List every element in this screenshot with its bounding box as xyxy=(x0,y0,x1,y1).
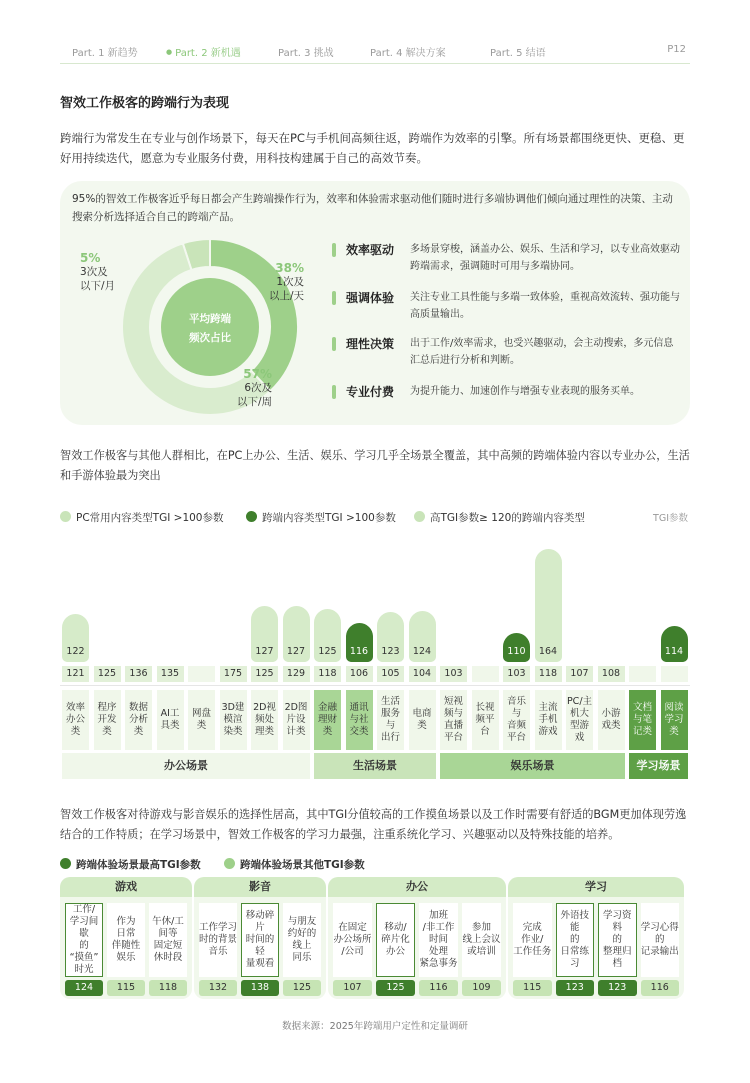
scene-tgi-value: 115 xyxy=(107,980,145,996)
category-line: 染类 xyxy=(223,726,243,737)
pc-tgi-value: 103 xyxy=(503,666,530,682)
tgi-axis-label: TGI参数 xyxy=(653,513,688,524)
cell-line: /公司 xyxy=(341,946,364,957)
category-text xyxy=(285,702,308,738)
category-text xyxy=(444,696,463,744)
pc-tgi-value: 125 xyxy=(94,666,121,682)
category-line: 戏类 xyxy=(601,720,621,731)
legend-text: 跨端内容类型TGI >100参数 xyxy=(262,512,396,524)
cell-line: 的 xyxy=(612,934,622,945)
cell-line: 的 xyxy=(569,934,580,945)
scene-tgi-value: 115 xyxy=(513,980,552,996)
nav-part-4[interactable]: Part. 4 解决方案 xyxy=(370,48,446,59)
cell-line: 休时段 xyxy=(153,952,183,963)
category-line: 计类 xyxy=(286,726,306,737)
category-line: 音频 xyxy=(506,720,526,731)
cross-tgi-value: 127 xyxy=(286,646,306,657)
category-label xyxy=(629,690,656,750)
scene-cell xyxy=(598,903,637,977)
pc-tgi-value: 106 xyxy=(346,666,373,682)
category-line: 游戏 xyxy=(538,726,558,737)
category-line: 阅读 xyxy=(664,702,684,713)
category-line: 频处 xyxy=(254,714,274,725)
pc-tgi-value xyxy=(629,666,656,682)
category-line: 平台 xyxy=(443,732,463,743)
scene-tgi-value: 109 xyxy=(462,980,501,996)
category-label xyxy=(377,690,404,750)
cell-line: 伴随性 xyxy=(111,940,141,951)
category-line: 机大 xyxy=(569,708,589,719)
scene-tgi-value: 138 xyxy=(241,980,279,996)
scene-tgi-value: 123 xyxy=(556,980,595,996)
category-text xyxy=(475,702,494,738)
top-nav xyxy=(60,42,690,64)
donut-label-line: 以下/月 xyxy=(80,280,116,292)
category-text xyxy=(192,708,211,732)
scene-cell xyxy=(107,903,145,977)
scene-group xyxy=(508,877,684,999)
donut-label-line: 以下/周 xyxy=(236,396,272,408)
nav-part-3[interactable]: Part. 3 挑战 xyxy=(278,48,334,59)
scene-tgi-table xyxy=(60,877,692,999)
cell-line: 办公 xyxy=(385,946,405,957)
cell-line: 学习资料 xyxy=(602,910,632,933)
category-label xyxy=(125,690,152,750)
scene-tgi-value: 124 xyxy=(65,980,103,996)
category-line: 数据 xyxy=(128,702,148,713)
category-line: 戏 xyxy=(574,732,585,743)
factor-desc: 出于工作/效率需求，也受兴趣驱动，会主动搜索，多元信息汇总后进行分析和判断。 xyxy=(410,338,674,366)
cell-line: 时间的轻 xyxy=(245,934,275,957)
nav-part-2[interactable]: ● Part. 2 新机遇 xyxy=(166,44,241,59)
factor-payment xyxy=(332,383,682,401)
pc-tgi-value: 108 xyxy=(598,666,625,682)
category-line: 办公 xyxy=(65,714,85,725)
category-text xyxy=(381,696,400,744)
category-line: 开发 xyxy=(97,714,117,725)
scene-label: 办公场景 xyxy=(62,753,310,779)
category-line: 程序 xyxy=(97,702,117,713)
category-label xyxy=(535,690,562,750)
category-line: 效率 xyxy=(65,702,85,713)
donut-label-line: 6次及 xyxy=(244,382,272,394)
category-line: AI工 xyxy=(160,708,180,719)
scene-cell xyxy=(333,903,372,977)
category-line: PC/主 xyxy=(566,696,593,707)
pc-tgi-value: 105 xyxy=(377,666,404,682)
legend-dot-mid xyxy=(224,858,235,869)
cell-line: 工作/ xyxy=(72,904,96,915)
cross-tgi-bar xyxy=(535,549,562,662)
cell-line: 作业/ xyxy=(521,934,544,945)
category-label xyxy=(157,690,184,750)
category-line: 长视 xyxy=(475,702,495,713)
cell-line: 在固定 xyxy=(338,922,367,933)
pc-tgi-value: 175 xyxy=(220,666,247,682)
cell-line: 约好的 xyxy=(287,928,317,939)
cross-tgi-value: 125 xyxy=(318,646,337,657)
category-line: 类 xyxy=(102,726,112,737)
cell-line: 时间 xyxy=(428,934,448,945)
donut-label-line: 3次及 xyxy=(80,266,108,278)
cell-line: 与朋友 xyxy=(287,916,317,927)
scene-cell xyxy=(419,903,458,977)
category-line: 片设 xyxy=(286,714,306,725)
category-line: 类 xyxy=(70,726,81,737)
category-line: 小游 xyxy=(601,708,621,719)
cell-line: 午休/工 xyxy=(152,916,184,927)
cell-line: “摸鱼” xyxy=(69,952,99,963)
category-line: 类 xyxy=(196,720,207,731)
donut-label-daily xyxy=(262,261,304,303)
category-line: 分析 xyxy=(128,714,148,725)
cell-line: 紧急事务 xyxy=(419,958,458,969)
category-line: 平台 xyxy=(506,732,526,743)
category-text xyxy=(567,696,592,744)
donut-label-monthly xyxy=(80,251,115,293)
category-line: 电商 xyxy=(412,708,432,719)
nav-part-1[interactable]: Part. 1 新趋势 xyxy=(72,48,138,59)
group-title: 学习 xyxy=(508,877,684,897)
category-line: 类 xyxy=(133,726,144,737)
cell-line: 时光 xyxy=(74,964,94,975)
pc-tgi-value: 118 xyxy=(314,666,341,682)
cell-line: 音乐 xyxy=(208,946,228,957)
cell-line: 参加 xyxy=(471,922,491,933)
factor-rational xyxy=(332,335,682,371)
category-line: 类 xyxy=(417,720,427,731)
scene-cell xyxy=(556,903,595,977)
category-line: 记类 xyxy=(632,726,652,737)
scene-tgi-value: 107 xyxy=(333,980,372,996)
cell-line: 外语技能 xyxy=(560,910,589,933)
category-line: 交类 xyxy=(349,726,369,737)
category-label xyxy=(62,690,89,750)
category-line: 频平 xyxy=(475,714,495,725)
category-line: 金融 xyxy=(317,702,337,713)
category-label xyxy=(346,690,373,750)
legend-text: 跨端体验场景最高TGI参数 xyxy=(76,859,201,871)
cell-line: 线上 xyxy=(292,940,312,951)
category-label xyxy=(283,690,310,750)
pc-tgi-value xyxy=(188,666,215,682)
legend-other-tgi xyxy=(224,857,365,872)
donut-pct: 5% xyxy=(80,251,101,265)
cross-tgi-value: 127 xyxy=(255,646,274,657)
factor-efficiency xyxy=(332,241,682,277)
cell-line: 记录输出 xyxy=(640,946,679,957)
factor-desc: 关注专业工具性能与多端一致体验，重视高效流转、强功能与高质量输出。 xyxy=(410,292,680,320)
cell-line: 日常练习 xyxy=(560,946,589,969)
factor-marker xyxy=(332,291,336,305)
page-number: P12 xyxy=(667,44,686,55)
category-label xyxy=(566,690,593,750)
category-line: 2D视 xyxy=(253,702,276,713)
cell-line: 同乐 xyxy=(292,952,312,963)
category-line: 直播 xyxy=(443,720,463,731)
cell-line: 的 xyxy=(79,940,89,951)
category-line: 类 xyxy=(322,726,333,737)
legend-text: 高TGI参数≥ 120的跨端内容类型 xyxy=(430,512,585,524)
donut-pct: 57% xyxy=(243,367,272,381)
cell-line: 加班 xyxy=(428,910,448,921)
chart-baseline xyxy=(60,685,690,686)
category-line: 与 xyxy=(385,720,396,731)
behavior-summary: 95%的智效工作极客近乎每日都会产生跨端操作行为，效率和体验需求驱动他们随时进行多端协调他们倾向通过理性的决策、主动搜索分析选择适合自己的跨端产品。 xyxy=(72,193,673,223)
factor-name: 理性决策 xyxy=(346,337,395,351)
category-text xyxy=(97,702,116,738)
category-text xyxy=(129,702,148,738)
category-line: 生活 xyxy=(380,696,400,707)
factor-desc: 为提升能力、加速创作与增强专业表现的服务买单。 xyxy=(410,386,640,397)
page-title: 智效工作极客的跨端行为表现 xyxy=(60,96,230,111)
donut-center-label-1: 平均跨端 xyxy=(189,313,231,325)
factor-experience xyxy=(332,289,682,325)
category-line: 音乐 xyxy=(506,696,526,707)
scene-label: 学习场景 xyxy=(629,753,688,779)
group-title: 影音 xyxy=(194,877,326,897)
category-line: 台 xyxy=(480,726,490,737)
category-line: 与社 xyxy=(349,714,369,725)
category-line: 类 xyxy=(669,726,679,737)
category-line: 与 xyxy=(511,708,522,719)
cell-line: 的 xyxy=(654,934,665,945)
cell-line: 整理归档 xyxy=(602,946,632,969)
category-label xyxy=(314,690,341,750)
pc-tgi-value: 121 xyxy=(62,666,89,682)
category-text xyxy=(633,702,652,738)
scene-tgi-value: 116 xyxy=(419,980,458,996)
category-line: 手机 xyxy=(538,714,558,725)
category-text xyxy=(160,708,179,732)
intro-text: 跨端行为常发生在专业与创作场景下，每天在PC与手机间高频往返，跨端作为效率的引擎。所有场景都围绕更快、更稳、更好用持续迭代，愿意为专业服务付费，用科技构建属于自己的高效节奏。 xyxy=(60,131,685,165)
legend-text: PC常用内容类型TGI >100参数 xyxy=(76,512,224,524)
scene-label: 生活场景 xyxy=(314,753,436,779)
factor-desc: 多场景穿梭，涵盖办公、娱乐、生活和学习，以专业高效驱动跨端需求，强调随时可用与多端协同。 xyxy=(410,244,680,272)
factor-name: 强调体验 xyxy=(346,291,395,305)
scene-cell xyxy=(513,903,552,977)
cross-tgi-value: 122 xyxy=(66,646,85,657)
category-line: 与笔 xyxy=(632,714,652,725)
cell-line: 办公场所 xyxy=(333,934,372,945)
cross-tgi-value: 116 xyxy=(349,646,369,657)
category-line: 短视 xyxy=(443,696,463,707)
donut-label-weekly xyxy=(226,367,272,409)
scene-tgi-value: 116 xyxy=(641,980,680,996)
cell-line: /非工作 xyxy=(422,922,455,933)
scene-cell xyxy=(241,903,279,977)
category-label xyxy=(188,690,215,750)
category-line: 具类 xyxy=(160,720,180,731)
pc-tgi-value: 103 xyxy=(440,666,467,682)
scene-tgi-value: 118 xyxy=(149,980,187,996)
cross-tgi-value: 114 xyxy=(664,646,684,657)
cell-line: 或培训 xyxy=(467,946,496,957)
tgi-bar-chart xyxy=(60,520,690,788)
cell-line: 固定短 xyxy=(153,940,183,951)
category-text xyxy=(222,702,245,738)
scene-tgi-value: 125 xyxy=(376,980,415,996)
scene-cell xyxy=(199,903,237,977)
legend-text: 跨端体验场景其他TGI参数 xyxy=(240,859,365,871)
cell-line: 处理 xyxy=(428,946,448,957)
scene-cell xyxy=(376,903,415,977)
scene-group xyxy=(60,877,192,999)
scene-cell xyxy=(149,903,187,977)
category-line: 通讯 xyxy=(349,702,369,713)
category-line: 型游 xyxy=(569,720,589,731)
cell-line: 学习心得 xyxy=(640,922,679,933)
cell-line: 时的背景 xyxy=(199,934,238,945)
scene-group xyxy=(194,877,326,999)
pc-tgi-value: 129 xyxy=(283,666,310,682)
cross-tgi-value: 110 xyxy=(507,646,526,657)
category-label xyxy=(220,690,247,750)
scene-tgi-value: 125 xyxy=(283,980,321,996)
scene-group xyxy=(328,877,506,999)
category-text xyxy=(412,708,431,732)
pc-tgi-value: 118 xyxy=(535,666,562,682)
category-label xyxy=(251,690,278,750)
donut-label-line: 以上/天 xyxy=(268,290,304,302)
cross-tgi-value: 123 xyxy=(381,646,400,657)
category-line: 频与 xyxy=(443,708,463,719)
section2-text: 智效工作极客与其他人群相比，在PC上办公、生活、娱乐、学习几乎全场景全覆盖，其中高频的跨端体验内容以专业办公，生活和手游体验最为突出 xyxy=(60,449,690,482)
category-label xyxy=(661,690,688,750)
cross-tgi-value: 124 xyxy=(412,646,432,657)
category-line: 模渲 xyxy=(223,714,243,725)
cell-line: 日常 xyxy=(116,928,136,939)
category-line: 理类 xyxy=(254,726,274,737)
donut-center-label-2: 频次占比 xyxy=(189,332,231,344)
pc-tgi-value: 104 xyxy=(409,666,436,682)
factor-marker xyxy=(332,385,336,399)
donut-center xyxy=(161,278,259,376)
cell-line: 间等 xyxy=(158,928,178,939)
cell-line: 工作学习 xyxy=(199,922,238,933)
category-line: 3D建 xyxy=(221,702,245,713)
data-source: 数据来源：2025年跨端用户定性和定量调研 xyxy=(282,1021,468,1032)
category-line: 文档 xyxy=(632,702,652,713)
cell-line: 作为 xyxy=(116,916,136,927)
category-text xyxy=(538,702,557,738)
pc-tgi-value xyxy=(472,666,499,682)
cell-line: 移动/ xyxy=(384,922,407,933)
scene-cell xyxy=(65,903,103,977)
category-text xyxy=(349,702,368,738)
category-line: 服务 xyxy=(380,708,400,719)
scene-label: 娱乐场景 xyxy=(440,753,625,779)
scene-cell xyxy=(283,903,321,977)
category-text xyxy=(601,708,620,732)
category-line: 主流 xyxy=(538,702,558,713)
cross-tgi-value: 164 xyxy=(538,646,558,657)
group-title: 办公 xyxy=(328,877,506,897)
scene-cell xyxy=(641,903,680,977)
category-text xyxy=(66,702,85,738)
cell-line: 线上会议 xyxy=(462,934,501,945)
factor-marker xyxy=(332,243,336,257)
pc-tgi-value: 136 xyxy=(125,666,152,682)
group-title: 游戏 xyxy=(60,877,192,897)
legend-dot-dark xyxy=(60,858,71,869)
category-text xyxy=(253,702,276,738)
nav-part-5[interactable]: Part. 5 结语 xyxy=(490,48,546,59)
category-label xyxy=(409,690,436,750)
factor-marker xyxy=(332,337,336,351)
category-text xyxy=(664,702,683,738)
cell-line: 工作任务 xyxy=(513,946,552,957)
category-text xyxy=(507,696,526,744)
pc-tgi-value: 107 xyxy=(566,666,593,682)
cell-line: 量观看 xyxy=(245,958,275,969)
category-label xyxy=(94,690,121,750)
category-line: 网盘 xyxy=(191,708,211,719)
pc-tgi-value xyxy=(661,666,688,682)
category-line: 理财 xyxy=(317,714,337,725)
cell-line: 娱乐 xyxy=(116,952,136,963)
category-text xyxy=(318,702,337,738)
scene-cell xyxy=(462,903,501,977)
pc-tgi-value: 135 xyxy=(157,666,184,682)
category-line: 2D图 xyxy=(284,702,308,713)
cell-line: 完成 xyxy=(522,922,542,933)
section3-text: 智效工作极客对待游戏与影音娱乐的选择性居高，其中TGI分值较高的工作摸鱼场景以及工作时需要有舒适的BGM更加体现劳逸结合的工作特质；在学习场景中，智效工作极客的学习力最强，注重系统化学习、兴趣驱动以及特殊技能的培养。 xyxy=(60,808,687,841)
scene-tgi-value: 123 xyxy=(598,980,637,996)
category-line: 出行 xyxy=(380,732,400,743)
category-label xyxy=(440,690,467,750)
cell-line: 学习间歇 xyxy=(69,916,99,939)
scene-tgi-value: 132 xyxy=(199,980,237,996)
cell-line: 移动碎片 xyxy=(245,910,275,933)
category-label xyxy=(598,690,625,750)
donut-label-line: 1次及 xyxy=(276,276,304,288)
donut-pct: 38% xyxy=(275,261,304,275)
category-label xyxy=(472,690,499,750)
category-line: 学习 xyxy=(664,714,684,725)
factor-name: 效率驱动 xyxy=(346,243,395,257)
cell-line: 碎片化 xyxy=(381,934,410,945)
pc-tgi-value: 125 xyxy=(251,666,278,682)
factor-name: 专业付费 xyxy=(346,385,395,399)
category-label xyxy=(503,690,530,750)
legend-highest-tgi xyxy=(60,857,201,872)
